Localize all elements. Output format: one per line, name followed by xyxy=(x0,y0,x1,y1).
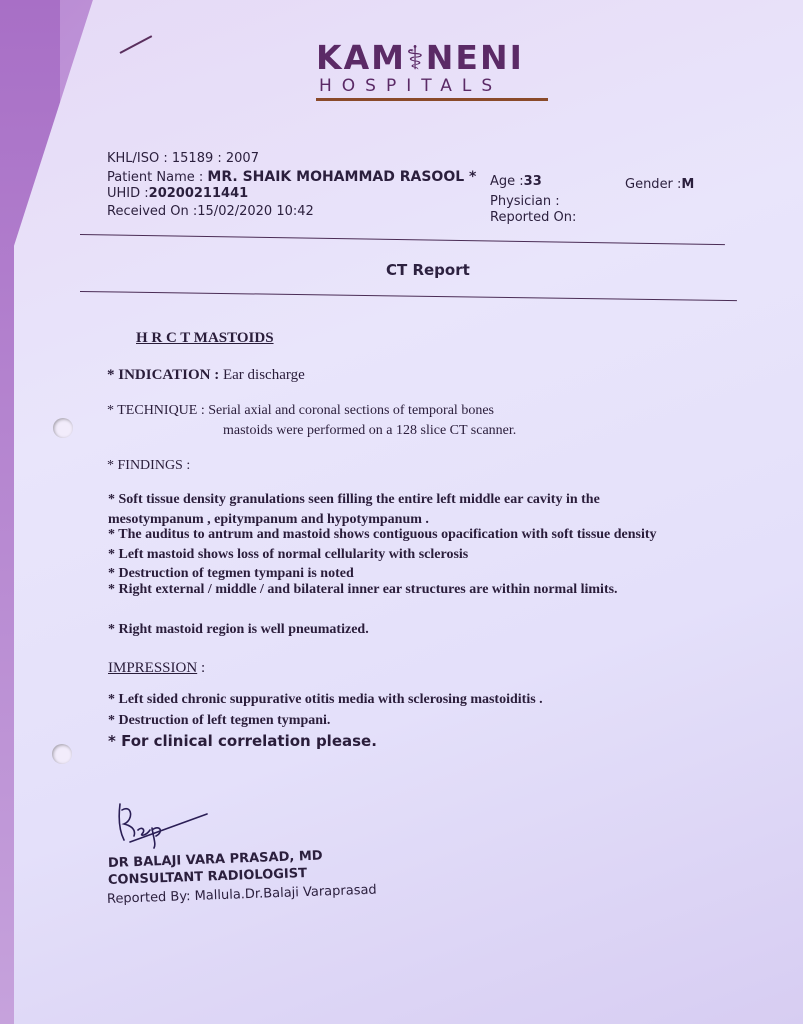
finding-item: * The auditus to antrum and mastoid shows contiguous opacification with soft tissue density xyxy=(108,527,657,542)
patient-name-value: MR. SHAIK MOHAMMAD RASOOL * xyxy=(207,169,477,185)
finding-item: mesotympanum , epitympanum and hypotympanum . xyxy=(108,512,429,527)
finding-item: * Left mastoid shows loss of normal cellularity with sclerosis xyxy=(108,547,469,562)
findings-label: * FINDINGS : xyxy=(107,458,191,473)
gender-line xyxy=(625,177,694,192)
gender-value: M xyxy=(681,177,695,192)
handwritten-signature xyxy=(112,800,212,850)
received-on-value: 15/02/2020 10:42 xyxy=(197,204,314,219)
age-line xyxy=(490,174,542,189)
khl-iso-line: KHL/ISO : 15189 : 2007 xyxy=(107,151,259,166)
finding-item: * Destruction of tegmen tympani is noted xyxy=(108,566,354,581)
doctor-name: DR BALAJI VARA PRASAD, MD xyxy=(107,848,323,871)
age-value: 33 xyxy=(523,174,542,189)
uhid-label: UHID : xyxy=(107,186,149,201)
technique-text-2: mastoids were performed on a 128 slice CT scanner. xyxy=(223,423,517,438)
patient-name-label: Patient Name : xyxy=(107,170,208,185)
technique-label: * TECHNIQUE : xyxy=(107,403,205,418)
physician-label: Physician : xyxy=(490,194,560,209)
exam-heading: H R C T MASTOIDS xyxy=(136,330,274,346)
report-title: CT Report xyxy=(386,261,470,279)
indication-label: * INDICATION : xyxy=(107,367,220,383)
technique-text-1: Serial axial and coronal sections of temporal bones xyxy=(204,403,494,418)
indication-line xyxy=(107,367,305,384)
received-on-label: Received On : xyxy=(107,204,198,219)
received-on-line xyxy=(107,204,314,219)
logo-subtitle: HOSPITALS xyxy=(319,76,503,96)
finding-item: * Right external / middle / and bilateral inner ear structures are within normal limits. xyxy=(108,582,618,597)
impression-heading xyxy=(108,660,205,677)
impression-item: * Destruction of left tegmen tympani. xyxy=(108,713,331,728)
impression-colon: : xyxy=(197,660,206,676)
punch-hole-bottom xyxy=(52,744,72,764)
punch-hole-top xyxy=(53,418,73,438)
patient-name-line xyxy=(107,169,476,185)
finding-item: * Right mastoid region is well pneumatized. xyxy=(108,622,369,637)
logo-underline xyxy=(316,98,548,101)
uhid-value: 20200211441 xyxy=(148,186,249,201)
technique-line xyxy=(107,403,494,419)
hospital-logo xyxy=(316,40,556,101)
impression-item: * For clinical correlation please. xyxy=(108,732,377,750)
doctor-title: CONSULTANT RADIOLOGIST xyxy=(107,866,308,888)
reported-on-label: Reported On: xyxy=(490,210,577,225)
finding-item: * Soft tissue density granulations seen filling the entire left middle ear cavity in the xyxy=(108,492,600,507)
logo-wordmark: KAM⚕NENI xyxy=(316,38,524,77)
impression-label: IMPRESSION xyxy=(108,660,198,676)
uhid-line xyxy=(107,186,248,201)
age-label: Age : xyxy=(490,174,524,189)
impression-item: * Left sided chronic suppurative otitis media with sclerosing mastoiditis . xyxy=(108,692,543,707)
indication-value: Ear discharge xyxy=(219,367,305,383)
gender-label: Gender : xyxy=(625,177,682,192)
reported-by: Reported By: Mallula.Dr.Balaji Varaprasad xyxy=(106,882,377,907)
